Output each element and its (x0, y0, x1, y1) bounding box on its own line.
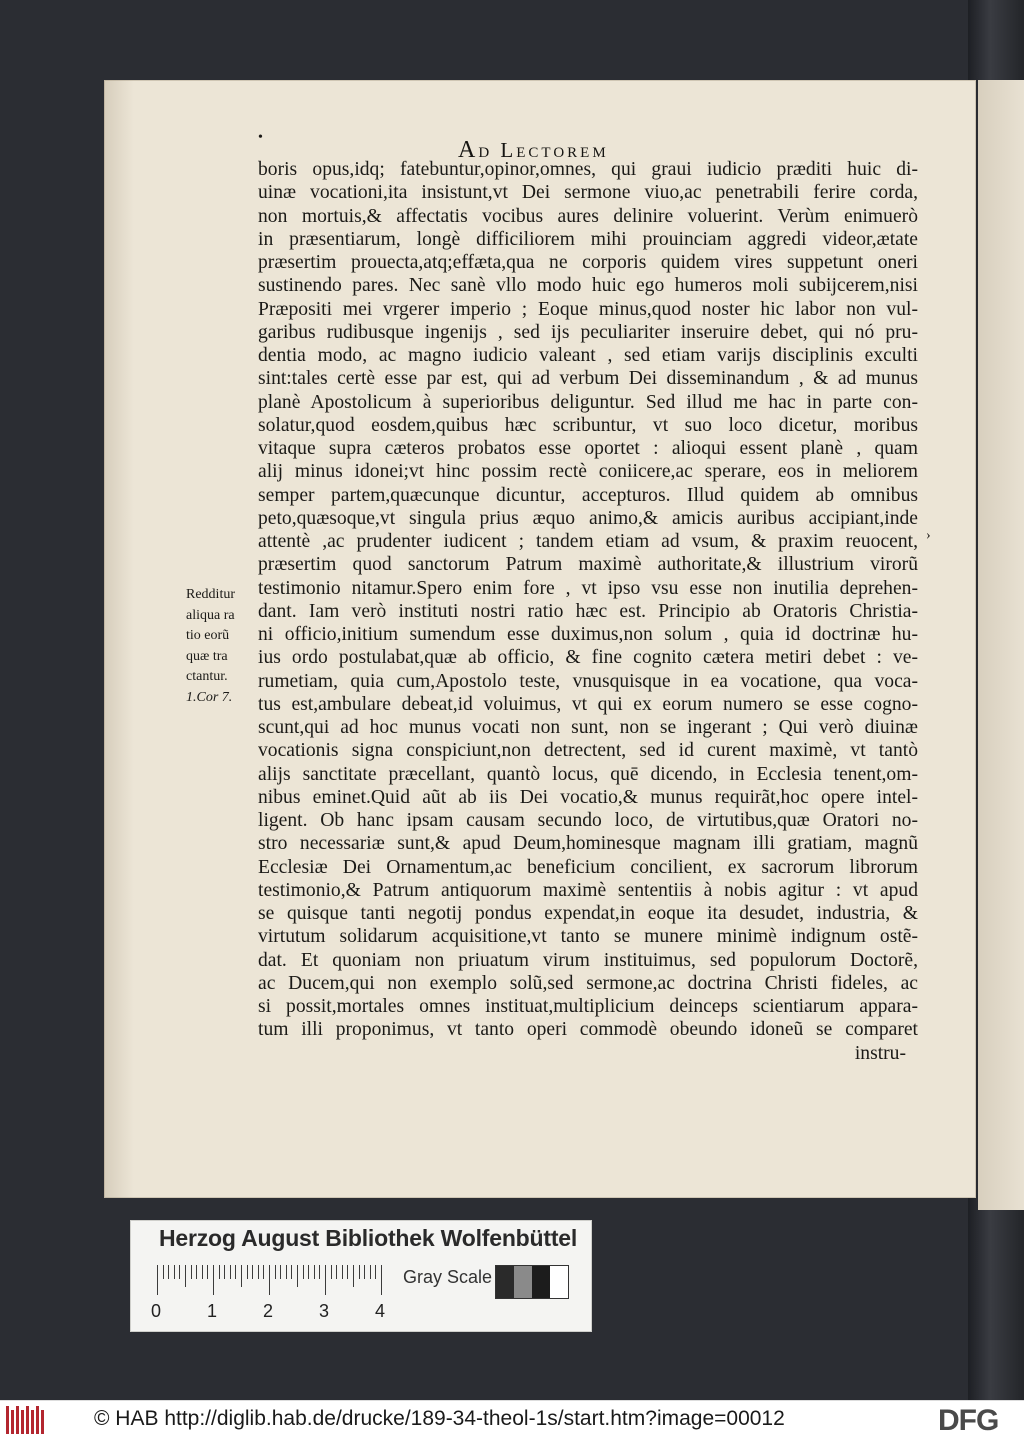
text-line: dentia modo, ac magno iudicio valeant , sed etiam varijs disciplinis exculti (258, 345, 918, 366)
ruler-tick (297, 1265, 298, 1287)
scale-ruler (157, 1265, 397, 1301)
text-line: si possit,mortales omnes instituat,multiplicium deinceps scientiarum appara- (258, 996, 918, 1017)
gray-swatch (514, 1266, 532, 1298)
text-line: dat. Et quoniam non priuatum virum instituimus, sed populorum Doctorẽ, (258, 949, 918, 971)
text-line: alij minus idonei;vt hinc possim rectè coniicere,ac sperare, eos in meliorem (258, 461, 918, 483)
ruler-tick (359, 1265, 360, 1279)
ruler-tick (207, 1265, 208, 1279)
text-line: solatur,quod eosdem,quibus hæc scribuntur, vt suo loco dicetur, moribus (258, 414, 918, 436)
margin-note-line: ctantur. (186, 669, 228, 684)
page-shadow (104, 80, 134, 1198)
ruler-tick (185, 1265, 186, 1287)
logo-bar (21, 1410, 24, 1434)
logo-bar (31, 1410, 34, 1434)
margin-note-line: 1.Cor 7. (186, 689, 233, 705)
ruler-number: 3 (319, 1301, 330, 1321)
ruler-tick (331, 1265, 332, 1279)
library-label-card (130, 1220, 592, 1332)
ruler-tick (342, 1265, 343, 1279)
text-line: se quisque tanti negotij pondus expendat,in eoque ita desudet, industria, & (258, 903, 918, 924)
logo-bar (36, 1406, 39, 1434)
facing-page-edge (978, 80, 1024, 1210)
margin-note-line: aliqua ra (186, 607, 235, 623)
ruler-tick (364, 1265, 365, 1279)
text-line: in præsentiarum, longè difficiliorem mihi prouinciam aggredi videor,ætate (258, 228, 918, 250)
ruler-tick (219, 1265, 220, 1279)
ruler-tick (157, 1265, 158, 1295)
text-line: non mortuis,& affectatis vocibus aures delinire voluerint. Verùm enimuerò (258, 205, 918, 227)
ruler-tick (286, 1265, 287, 1279)
text-line: ni officio,initium sumendum esse duximus,non solum , quia id doctrinæ hu- (258, 624, 918, 645)
ruler-tick (213, 1265, 214, 1295)
ruler-tick (269, 1265, 270, 1295)
text-line: Ecclesiæ Dei Ornamentum,ac beneficium concilient, ex sacrorum librorum (258, 856, 918, 878)
text-line: ius ordo postulabat,quæ ab officio, & fine cognito cætera metiri debet : ve- (258, 647, 918, 669)
text-line: semper partem,quæcunque dicuntur, accepturos. Illud quidem ab omnibus (258, 484, 918, 506)
bullet-mark: • (258, 130, 263, 145)
ruler-tick (168, 1265, 169, 1279)
margin-note-line: tio eorũ (186, 628, 230, 643)
text-line: alijs sanctitate præcellant, quantò locus, quē dicendo, in Ecclesia tenent,om- (258, 763, 918, 785)
gray-scale-label: Gray Scale (403, 1267, 493, 1287)
text-line: tum illi proponimus, vt tanto operi commodè obeundo idoneũ se comparet (258, 1019, 918, 1041)
gray-swatch (496, 1266, 514, 1298)
ruler-tick (325, 1265, 326, 1295)
ruler-tick (241, 1265, 242, 1287)
text-line: sustinendo pares. Nec sanè vllo modo huic ego humeros moli subijcerem,nisi (258, 275, 918, 297)
ruler-tick (196, 1265, 197, 1279)
footer-bar (0, 1400, 1024, 1440)
text-line: Præpositi mei vrgerer imperio ; Eoque minus,quod noster hic labor non vul- (258, 298, 918, 320)
text-line: ac Ducem,qui non exemplo solũ,sed sermone,ac doctrina Christi fideles, ac (258, 972, 918, 994)
logo-bar (41, 1410, 44, 1434)
ruler-tick (247, 1265, 248, 1279)
body-text (258, 158, 918, 1065)
ruler-tick (163, 1265, 164, 1279)
ruler-tick (179, 1265, 180, 1279)
library-name: Herzog August Bibliothek Wolfenbüttel (159, 1225, 578, 1251)
text-line: dant. Iam verò instituti nostri ratio hæc est. Principio ab Oratoris Christia- (258, 600, 918, 622)
margin-note-line: quæ tra (186, 648, 228, 664)
logo-bar (16, 1406, 19, 1434)
ruler-tick (319, 1265, 320, 1279)
ruler-tick (263, 1265, 264, 1279)
text-line: virtutum solidarum acquisitione,vt tanto se munere minimè indignum ostẽ- (258, 926, 918, 948)
ruler-tick (308, 1265, 309, 1279)
ruler-number: 2 (263, 1301, 274, 1321)
text-line: vocationis signa conspiciunt,non detrectent, sed id curent maximè, vt tantò (258, 740, 918, 762)
gray-swatch (532, 1266, 550, 1298)
logo-bar (6, 1406, 9, 1434)
ruler-tick (375, 1265, 376, 1279)
ruler-number: 1 (207, 1301, 218, 1321)
text-line: tus est,ambulare debeat,id voluimus, vt qui ex eorum numero se esse cogno- (258, 693, 918, 715)
ruler-tick (303, 1265, 304, 1279)
text-line: sint:tales certè esse par est, qui ad verbum Dei disseminandum , & ad munus (258, 368, 918, 390)
logo-bar (26, 1406, 29, 1434)
ruler-tick (258, 1265, 259, 1279)
gray-scale-swatches (495, 1265, 569, 1299)
text-line: nibus eminet.Quid aũt ab iis Dei vocatio,& munus requirãt,hoc opere intel- (258, 786, 918, 808)
text-line: planè Apostolicum à superioribus deliguntur. Sed illud me hac in parte con- (258, 391, 918, 413)
ruler-tick (353, 1265, 354, 1287)
ruler-tick (174, 1265, 175, 1279)
ruler-tick (381, 1265, 382, 1295)
ruler-tick (224, 1265, 225, 1279)
margin-note-line: Redditur (186, 587, 235, 602)
copyright-url[interactable]: © HAB http://diglib.hab.de/drucke/189-34-theol-1s/start.htm?image=00012 (94, 1407, 785, 1430)
hab-logo-icon (6, 1406, 48, 1434)
ruler-tick (336, 1265, 337, 1279)
stray-mark: › (926, 528, 931, 543)
ruler-tick (291, 1265, 292, 1279)
text-line: uinæ vocationi,ita insistunt,vt Dei sermone viuo,ac penetrabili ferire corda, (258, 182, 918, 204)
ruler-tick (252, 1265, 253, 1279)
text-line: testimonio nitamur.Spero enim fore , vt ipso vsu esse non inutilia deprehen- (258, 577, 918, 599)
running-head-rest: d Lectorem (478, 138, 609, 162)
ruler-tick (202, 1265, 203, 1279)
text-line: garibus rudibusque ingenijs , sed ijs peculiariter inseruire debet, qui nó pru- (258, 321, 918, 343)
ruler-tick (275, 1265, 276, 1279)
text-line: vitaque supra cæteros probatos esse oportet : alioqui essent planè , quam (258, 438, 918, 459)
text-line: præsertim quod sanctorum Patrum maximè authoritate,& illustrium virorũ (258, 554, 918, 576)
logo-bar (11, 1410, 14, 1434)
ruler-tick (370, 1265, 371, 1279)
catchword: instru- (854, 1042, 906, 1064)
text-line: attentè ,ac prudenter iudicent ; tandem etiam ad vsum, & praxim reuocent, (258, 531, 918, 552)
text-line: ligent. Ob hanc ipsam causam secundo loco, de virtutibus,quæ Oratori no- (258, 810, 918, 831)
ruler-tick (280, 1265, 281, 1279)
text-line: peto,quæsoque,vt singula prius æquo animo,& amicis auribus accipiant,inde (258, 507, 918, 529)
gray-swatch (550, 1266, 568, 1298)
margin-note (186, 585, 266, 708)
text-line: rumetiam, quia cum,Apostolo teste, vnusquisque in ea vocatione, qua voca- (258, 670, 918, 692)
text-line: boris opus,idq; fatebuntur,opinor,omnes, qui graui iudicio præditi huic di- (258, 159, 918, 180)
text-line: præsertim prouecta,atq;effæta,qua ne corporis quidem vires suppetunt oneri (258, 252, 918, 273)
text-line: stro necessariæ sunt,& apud Deum,hominesque magnam illi gratiam, magnũ (258, 833, 918, 855)
ruler-number: 0 (151, 1301, 162, 1321)
ruler-tick (191, 1265, 192, 1279)
ruler-tick (314, 1265, 315, 1279)
ruler-tick (347, 1265, 348, 1279)
dfg-logo-icon: DFG (938, 1404, 999, 1437)
ruler-tick (230, 1265, 231, 1279)
ruler-tick (235, 1265, 236, 1279)
running-head: Ad Lectorem (458, 137, 609, 163)
text-line: scunt,qui ad hoc munus vocati non sunt, non se ingerant ; Qui verò diuinæ (258, 717, 918, 738)
ruler-number: 4 (375, 1301, 386, 1321)
text-line: testimonio,& Patrum antiquorum maximè sententiis à nobis agitur : vt apud (258, 879, 918, 901)
